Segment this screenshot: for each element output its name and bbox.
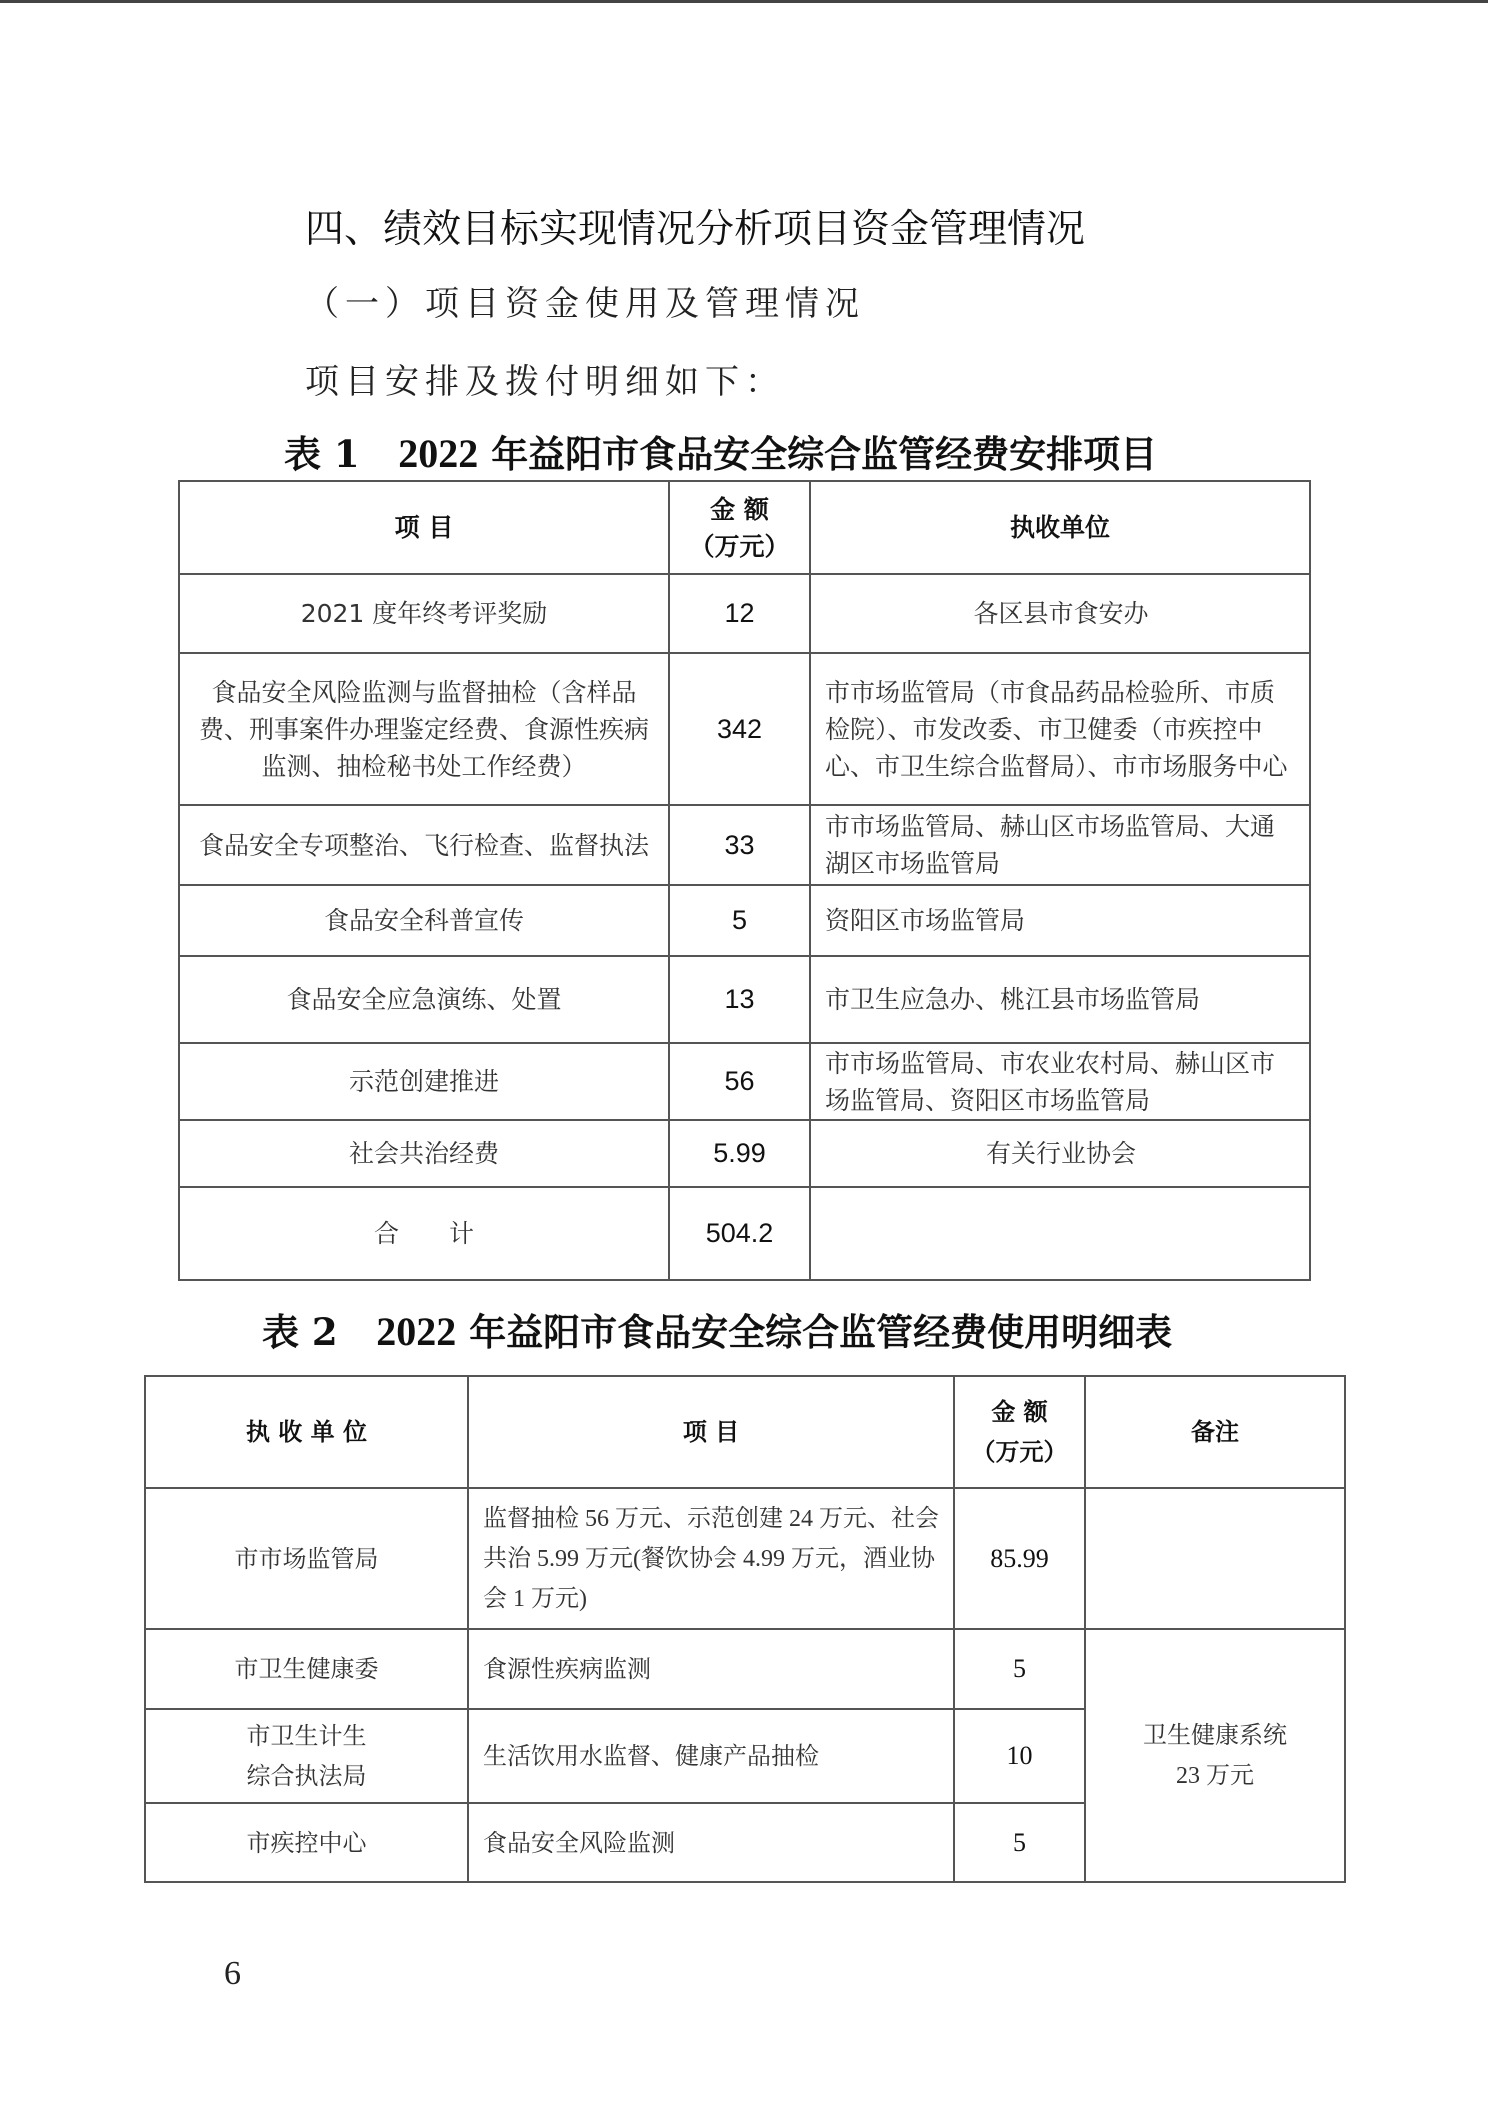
table2-title-prefix: 表 2	[262, 1310, 338, 1354]
table1-cell-unit: 各区县市食安办	[810, 574, 1310, 653]
table1-cell-item: 食品安全风险监测与监督抽检（含样品费、刑事案件办理鉴定经费、食源性疾病监测、抽检秘书处工作经费）	[179, 653, 669, 805]
table1-cell-amount: 5	[669, 885, 810, 956]
table2-cell-note	[1085, 1488, 1345, 1629]
table1-cell-amount: 342	[669, 653, 810, 805]
table-row	[179, 805, 1310, 885]
table2-cell-item: 监督抽检 56 万元、示范创建 24 万元、社会共治 5.99 万元(餐饮协会 4.99 万元，酒业协会 1 万元)	[468, 1488, 954, 1629]
table1-cell-amount: 5.99	[669, 1120, 810, 1187]
table-row	[179, 653, 1310, 805]
sub-heading: （一）项目资金使用及管理情况	[305, 284, 865, 324]
table1-cell-unit: 市市场监管局（市食品药品检验所、市质检院）、市发改委、市卫健委（市疾控中心、市卫生综合监督局）、市市场服务中心	[810, 653, 1310, 805]
page-number: 6	[224, 1955, 241, 1992]
table1-cell-amount: 33	[669, 805, 810, 885]
table1-funding-allocation	[178, 480, 1311, 1281]
section-heading: 四、绩效目标实现情况分析项目资金管理情况	[305, 207, 1086, 252]
table1-cell-item: 2021 度年终考评奖励	[179, 574, 669, 653]
table2-cell-unit: 市卫生健康委	[145, 1629, 468, 1709]
intro-paragraph: 项目安排及拨付明细如下：	[305, 362, 785, 402]
table2-title-year: 2022	[376, 1309, 457, 1354]
table2-header-note: 备注	[1085, 1376, 1345, 1488]
table2-cell-item: 生活饮用水监督、健康产品抽检	[468, 1709, 954, 1803]
table2-title	[262, 1302, 1172, 1356]
table2-merged-note-line1: 卫生健康系统	[1143, 1722, 1287, 1749]
table2-cell-amount: 10	[954, 1709, 1085, 1803]
table1-total-unit	[810, 1187, 1310, 1280]
table1-cell-amount: 13	[669, 956, 810, 1043]
table1-header-amount-line1: 金 额	[710, 494, 769, 524]
table2-merged-note-line2: 23 万元	[1176, 1762, 1254, 1789]
table2-cell-amount: 85.99	[954, 1488, 1085, 1629]
table2-cell-item: 食品安全风险监测	[468, 1803, 954, 1882]
table2-merged-note	[1085, 1629, 1345, 1882]
table1-title	[284, 424, 1157, 478]
table-row	[145, 1488, 1345, 1629]
table2-header-row	[145, 1376, 1345, 1488]
table2-title-text: 年益阳市食品安全综合监管经费使用明细表	[469, 1310, 1173, 1354]
table1-header-row	[179, 481, 1310, 574]
table-row	[179, 574, 1310, 653]
table2-cell-amount: 5	[954, 1629, 1085, 1709]
table1-header-unit: 执收单位	[810, 481, 1310, 574]
table1-header-amount	[669, 481, 810, 574]
table1-header-amount-line2: （万元）	[689, 531, 790, 561]
table1-total-row	[179, 1187, 1310, 1280]
table1-cell-unit: 市市场监管局、赫山区市场监管局、大通湖区市场监管局	[810, 805, 1310, 885]
table1-cell-item: 示范创建推进	[179, 1043, 669, 1120]
table2-header-amount-line1: 金 额	[991, 1398, 1048, 1426]
table2-cell-unit: 市疾控中心	[145, 1803, 468, 1882]
table1-cell-unit: 市卫生应急办、桃江县市场监管局	[810, 956, 1310, 1043]
table1-cell-amount: 56	[669, 1043, 810, 1120]
table-row	[179, 885, 1310, 956]
table1-header-item: 项 目	[179, 481, 669, 574]
table1-cell-unit: 市市场监管局、市农业农村局、赫山区市场监管局、资阳区市场监管局	[810, 1043, 1310, 1120]
table1-cell-unit: 资阳区市场监管局	[810, 885, 1310, 956]
table2-cell-unit: 市市场监管局	[145, 1488, 468, 1629]
table2-cell-unit	[145, 1709, 468, 1803]
table1-cell-item: 食品安全专项整治、飞行检查、监督执法	[179, 805, 669, 885]
table1-total-amount: 504.2	[669, 1187, 810, 1280]
table2-header-amount-line2: （万元）	[971, 1438, 1068, 1466]
table1-title-year: 2022	[398, 431, 479, 476]
table1-total-label: 合 计	[179, 1187, 669, 1280]
table1-cell-unit: 有关行业协会	[810, 1120, 1310, 1187]
table2-cell-amount: 5	[954, 1803, 1085, 1882]
table2-funding-usage	[144, 1375, 1346, 1883]
table2-cell-unit-line1: 市卫生计生	[246, 1722, 367, 1750]
table2-header-item: 项 目	[468, 1376, 954, 1488]
table-row	[179, 1043, 1310, 1120]
table2-cell-unit-line2: 综合执法局	[246, 1762, 367, 1790]
table2-header-unit: 执 收 单 位	[145, 1376, 468, 1488]
table-row	[179, 956, 1310, 1043]
table1-title-text: 年益阳市食品安全综合监管经费安排项目	[491, 432, 1158, 476]
table-row	[145, 1629, 1345, 1709]
table2-cell-item: 食源性疾病监测	[468, 1629, 954, 1709]
table1-cell-amount: 12	[669, 574, 810, 653]
table-row	[179, 1120, 1310, 1187]
table2-header-amount	[954, 1376, 1085, 1488]
table1-cell-item: 食品安全应急演练、处置	[179, 956, 669, 1043]
page-top-border	[0, 0, 1488, 3]
table1-title-prefix: 表 1	[284, 432, 360, 476]
table1-cell-item: 社会共治经费	[179, 1120, 669, 1187]
table1-cell-item: 食品安全科普宣传	[179, 885, 669, 956]
